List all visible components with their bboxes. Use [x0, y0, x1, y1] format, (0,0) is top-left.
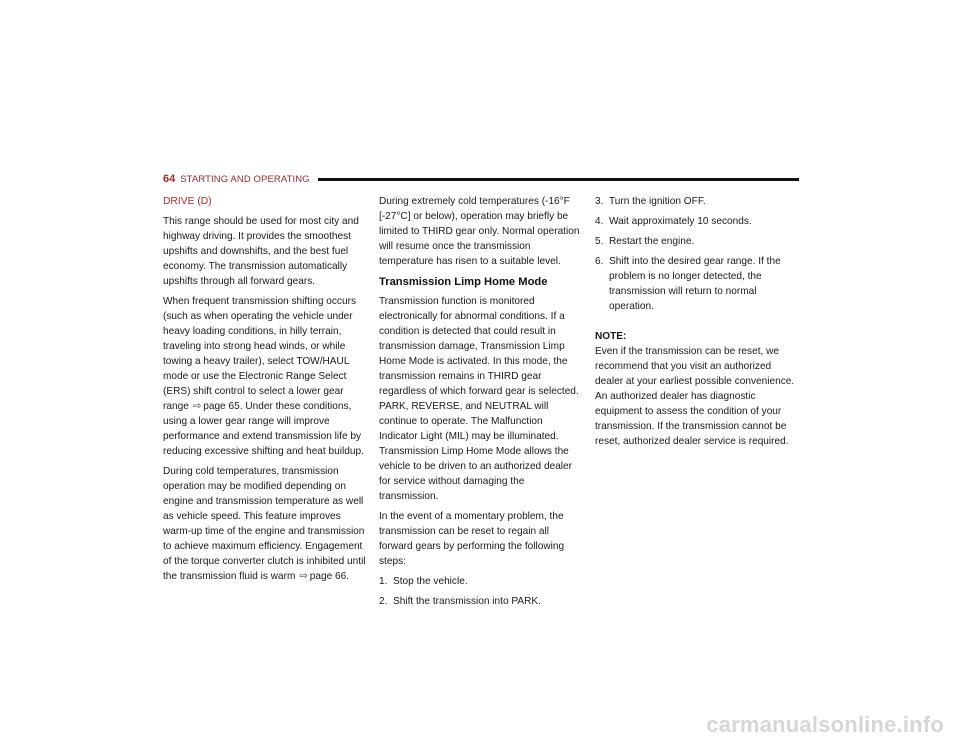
- page-reference-icon: ⇨: [299, 571, 308, 582]
- page-reference-icon: ⇨: [192, 401, 202, 412]
- step-text: Shift the transmission into PARK.: [393, 596, 541, 607]
- drive-paragraph-3: During cold temperatures, transmission operation may be modified depending on engine and transmission temperature as well as vehicle speed. This feature improves warm-up time of the engine and transmission to achieve maximum efficiency. Engagement of the torque converter clutch is inhibited until the transmission fluid is warm ⇨ page 66.: [163, 466, 366, 582]
- list-item: [379, 574, 584, 589]
- step-number: 5.: [595, 236, 604, 247]
- step-number: 2.: [379, 596, 388, 607]
- list-item: [595, 254, 800, 314]
- watermark: carmanualsonline.info: [706, 712, 944, 737]
- step-text: Shift into the desired gear range. If the problem is no longer detected, the transmission will return to normal operation.: [609, 256, 781, 312]
- step-text: Stop the vehicle.: [393, 576, 468, 587]
- list-item: [595, 214, 800, 229]
- page-reference-link[interactable]: page 66.: [309, 571, 350, 582]
- page-header: [163, 172, 799, 186]
- step-number: 6.: [595, 256, 604, 267]
- column-3: [595, 194, 800, 454]
- page-number: 64: [163, 173, 176, 185]
- limp-home-paragraph: Transmission function is monitored electronically for abnormal conditions. If a condition is detected that could result in transmission damage, Transmission Limp Home Mode is activated. In this mode, the transmission remains in THIRD gear regardless of which forward gear is selected. PARK, REVERSE, and NEUTRAL will continue to operate. The Malfunction Indicator Light (MIL) may be illuminated. Transmission Limp Home Mode allows the vehicle to be driven to an authorized dealer for service without damaging the transmission.: [379, 296, 579, 502]
- step-text: Turn the ignition OFF.: [609, 196, 706, 207]
- step-text: Wait approximately 10 seconds.: [609, 216, 752, 227]
- column-2: [379, 194, 584, 614]
- cold-temp-paragraph: During extremely cold temperatures (-16°F [-27°C] or below), operation may briefly be limited to THIRD gear only. Normal operation will resume once the transmission temperature has risen to a suitable level.: [379, 196, 580, 267]
- limp-home-heading: Transmission Limp Home Mode: [379, 276, 548, 288]
- note-label: NOTE:: [595, 331, 627, 342]
- list-item: [595, 194, 800, 209]
- column-1: [163, 194, 368, 589]
- list-item: [379, 594, 584, 609]
- drive-paragraph-1: This range should be used for most city and highway driving. It provides the smoothest upshifts and downshifts, and the best fuel economy. The transmission automatically upshifts through all forward gears.: [163, 216, 359, 287]
- step-text: Restart the engine.: [609, 236, 695, 247]
- reset-intro-paragraph: In the event of a momentary problem, the transmission can be reset to regain all forward gears by performing the following steps:: [379, 511, 565, 567]
- section-title: STARTING AND OPERATING: [180, 173, 310, 185]
- header-rule: [318, 178, 799, 181]
- drive-heading: DRIVE (D): [163, 196, 212, 207]
- drive-paragraph-2: When frequent transmission shifting occurs (such as when operating the vehicle under heavy loading conditions, in hilly terrain, traveling into strong head winds, or while towing a heavy trailer), select TOW/HAUL mode or use the Electronic Range Select (ERS) shift control to select a lower gear range ⇨ page 65. Under these conditions, using a lower gear range will improve performance and extend transmission life by reducing excessive shifting and heat buildup.: [163, 296, 364, 457]
- step-number: 3.: [595, 196, 604, 207]
- step-number: 1.: [379, 576, 388, 587]
- list-item: [595, 234, 800, 249]
- page-reference-link[interactable]: page 65.: [203, 401, 243, 412]
- note-text: Even if the transmission can be reset, we recommend that you visit an authorized dealer at your earliest possible convenience. An authorized dealer has diagnostic equipment to assess the condition of your transmission. If the transmission cannot be reset, authorized dealer service is required.: [595, 346, 795, 447]
- step-number: 4.: [595, 216, 604, 227]
